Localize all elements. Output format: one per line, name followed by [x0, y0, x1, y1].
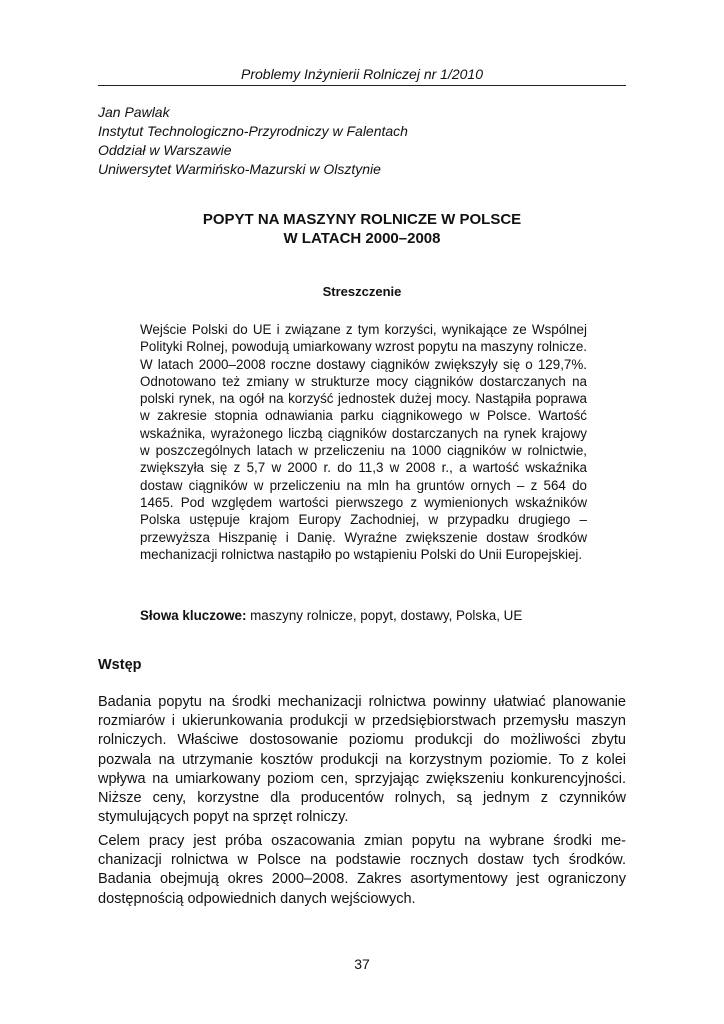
affiliation-institute: Instytut Technologiczno-Przyrodniczy w Falentach	[98, 123, 408, 139]
keywords-list: maszyny rolnicze, popyt, dostawy, Polska, UE	[250, 608, 523, 623]
keywords-label: Słowa kluczowe:	[140, 608, 247, 623]
running-header: Problemy Inżynierii Rolniczej nr 1/2010	[98, 66, 626, 86]
intro-paragraph-1: Badania popytu na środki mechanizacji rolnictwa powinny ułatwiać planowanie rozmiarów i ukierunkowania produkcji w przedsiębiorstwach przemysłu maszyn rolniczych. Właściwe dostosowanie poziomu produkcji do możliwości zbytu pozwala na utrzymanie kosztów produkcji na korzystnym poziomie. To z kolei wpływa na umiarkowany poziom cen, sprzyjając zwiększeniu konkurencyjności. Niższe ceny, korzystne dla producentów rolnych, są jednym z czynników stymulujących popyt na sprzęt rolniczy.	[98, 694, 626, 826]
page-number: 37	[354, 956, 370, 972]
affiliation-university: Uniwersytet Warmińsko-Mazurski w Olsztynie	[98, 161, 381, 177]
keywords	[140, 607, 600, 625]
title-line-2: W LATACH 2000–2008	[283, 230, 441, 247]
affiliation-branch: Oddział w Warszawie	[98, 142, 232, 158]
title-line-1: POPYT NA MASZYNY ROLNICZE W POLSCE	[202, 211, 522, 228]
abstract-text: Wejście Polski do UE i związane z tym korzyści, wynikające ze Wspólnej Polityki Rolnej, powodują umiarkowany wzrost popytu na maszyny rolnicze. W latach 2000–2008 roczne dostawy ciągników zwiększyły się o 129,7%. Odnotowano też zmiany w strukturze mocy ciągników dostarczanych na polski rynek, na ogół na korzyść jednostek dużej mocy. Nastąpiła poprawa w zakresie stopnia odnawiania parku ciągnikowego w Polsce. Wartość wskaźnika, wyrażonego liczbą ciągników dostarczanych na rynek krajowy w poszczególnych latach w przeliczeniu na 1000 ciągników w rolnictwie, zwiększyła się z 5,7 w 2000 r. do 11,3 w 2008 r., a wartość wskaźnika dostaw ciągników w przeliczeniu na mln ha gruntów ornych – z 564 do 1465. Pod względem wartości pierwszego z wymienionych wskaźników Polska ustępuje krajom Europy Zachodniej, w przypadku drugiego – przewyższa Hiszpanię i Danię. Wyraźne zwiększenie dostaw środków mechanizacji rolnictwa nastąpiło po wstąpieniu Polski do Unii Europejskiej.	[140, 322, 587, 562]
author-name: Jan Pawlak	[98, 104, 170, 120]
paper-title	[98, 210, 626, 248]
intro-paragraph-2: Celem pracy jest próba oszacowania zmian popytu na wybrane środki mechanizacji rolnictwa w Polsce na podstawie rocznych dostaw tych środków. Badania obejmują okres 2000–2008. Zakres asortymentowy jest ograniczony dostępnością odpowiednich danych wejściowych.	[98, 833, 626, 907]
author-affiliations	[98, 103, 626, 179]
section-heading-introduction: Wstęp	[98, 657, 142, 673]
abstract-heading: Streszczenie	[322, 284, 402, 299]
